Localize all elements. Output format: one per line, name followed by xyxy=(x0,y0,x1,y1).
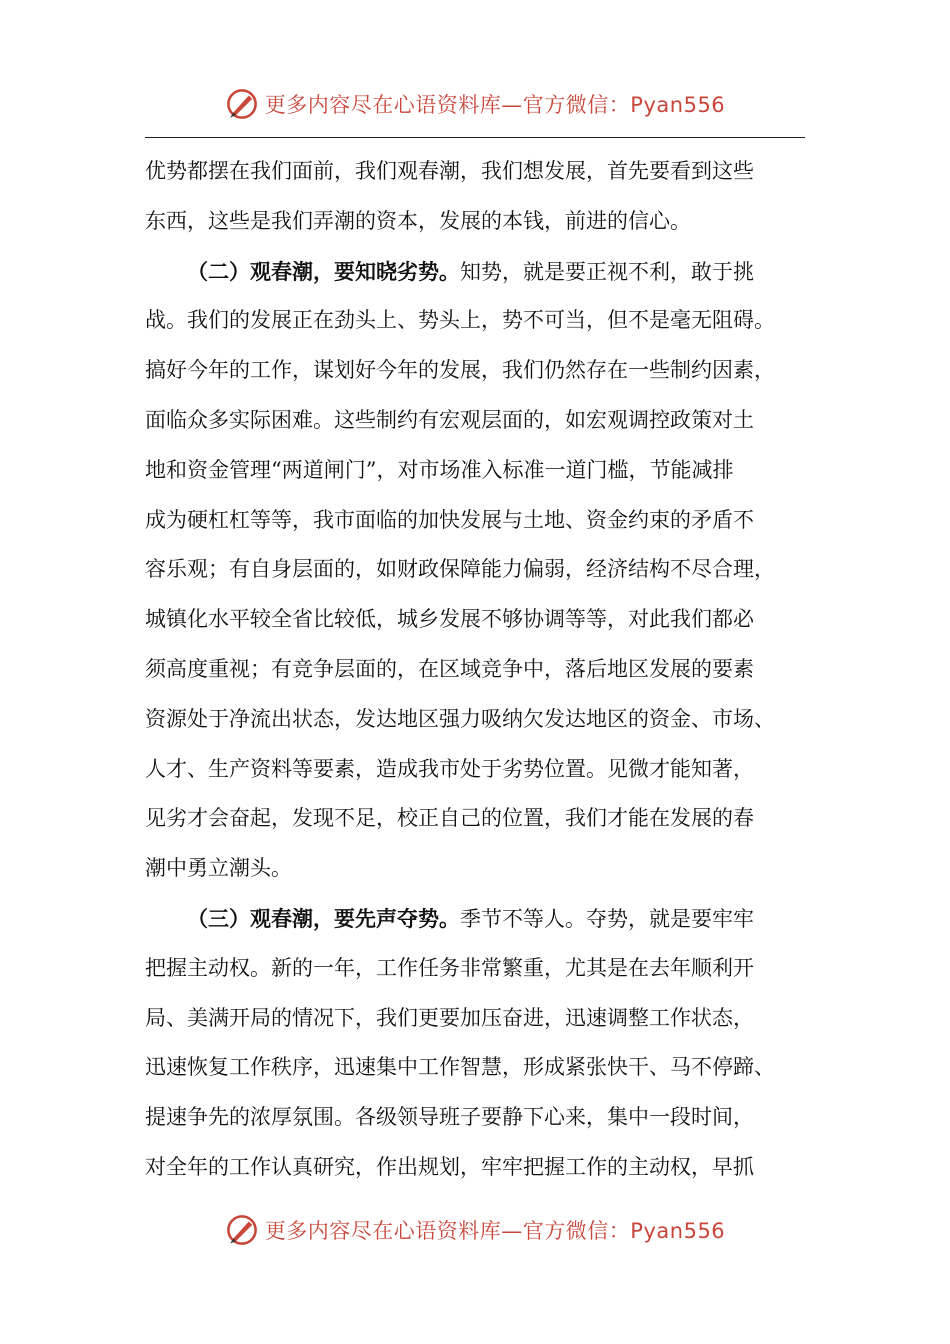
text-line: 迅速恢复工作秩序，迅速集中工作智慧，形成紧张快干、马不停蹄、 xyxy=(145,1055,775,1080)
text-line: 容乐观；有自身层面的，如财政保障能力偏弱，经济结构不尽合理， xyxy=(145,557,775,582)
header-banner-text: 更多内容尽在心语资料库—官方微信：Pyan556 xyxy=(264,93,726,117)
text-line: 对全年的工作认真研究，作出规划，牢牢把握工作的主动权，早抓 xyxy=(145,1154,754,1179)
section-heading: （三）观春潮，要先声夺势。 xyxy=(187,905,460,931)
text-line: 东西，这些是我们弄潮的资本，发展的本钱，前进的信心。 xyxy=(145,208,691,233)
text-line: 成为硬杠杠等等，我市面临的加快发展与土地、资金约束的矛盾不 xyxy=(145,507,754,532)
pen-nib-logo-icon xyxy=(225,1213,259,1247)
text-line: 地和资金管理“两道闸门”，对市场准入标准一道门槛，节能减排 xyxy=(145,457,734,482)
text-line: 搞好今年的工作，谋划好今年的发展，我们仍然存在一些制约因素， xyxy=(145,358,775,383)
text-line: 把握主动权。新的一年，工作任务非常繁重，尤其是在去年顺利开 xyxy=(145,955,754,980)
text-line: 提速争先的浓厚氛围。各级领导班子要静下心来，集中一段时间， xyxy=(145,1105,754,1130)
text-line: 须高度重视；有竞争层面的，在区域竞争中，落后地区发展的要素 xyxy=(145,656,754,681)
footer-banner xyxy=(0,1210,950,1250)
footer-banner-text: 更多内容尽在心语资料库—官方微信：Pyan556 xyxy=(264,1219,726,1243)
text-line: 潮中勇立潮头。 xyxy=(145,856,292,881)
section-heading-line: （二）观春潮，要知晓劣势。知势，就是要正视不利，敢于挑 xyxy=(187,258,754,284)
header-banner xyxy=(0,84,950,124)
pen-nib-logo-icon xyxy=(225,87,259,121)
text-line: 战。我们的发展正在劲头上、势头上，势不可当，但不是毫无阻碍。 xyxy=(145,308,775,333)
text-line: 面临众多实际困难。这些制约有宏观层面的，如宏观调控政策对土 xyxy=(145,407,754,432)
text-line: 见劣才会奋起，发现不足，校正自己的位置，我们才能在发展的春 xyxy=(145,806,754,831)
document-body xyxy=(145,147,810,1193)
text-line: 城镇化水平较全省比较低，城乡发展不够协调等等，对此我们都必 xyxy=(145,607,754,632)
section-heading: （二）观春潮，要知晓劣势。 xyxy=(187,258,460,284)
text-line: 优势都摆在我们面前，我们观春潮，我们想发展，首先要看到这些 xyxy=(145,159,754,183)
header-divider xyxy=(145,137,805,138)
text-line: 资源处于净流出状态，发达地区强力吸纳欠发达地区的资金、市场、 xyxy=(145,706,775,731)
section-heading-line: （三）观春潮，要先声夺势。季节不等人。夺势，就是要牢牢 xyxy=(187,905,754,931)
text-line: 局、美满开局的情况下，我们更要加压奋进，迅速调整工作状态， xyxy=(145,1005,754,1030)
text-line: 人才、生产资料等要素，造成我市处于劣势位置。见微才能知著， xyxy=(145,756,754,781)
